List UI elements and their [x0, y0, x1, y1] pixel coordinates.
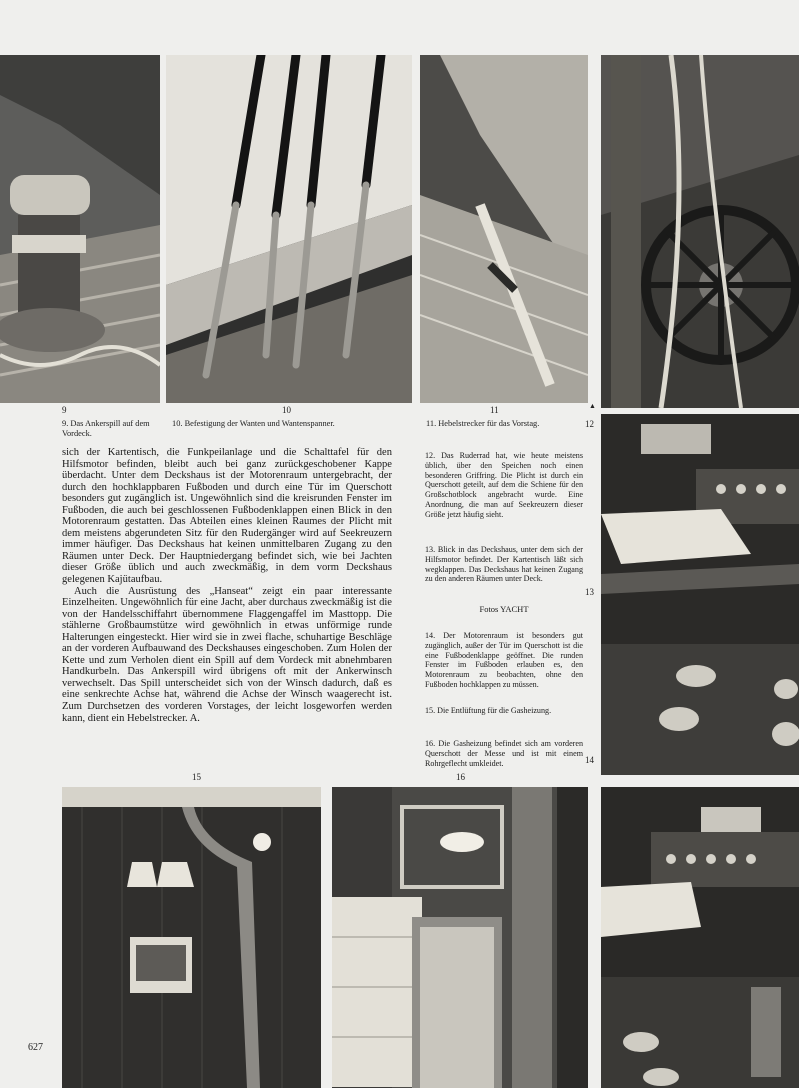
caption-14-text: 14. Der Motorenraum ist besonders gut zugänglich, außer der Tür im Querschott ist die eine Fußbodenklappe geöffnet. Die runden Fenster im Fußboden erlauben es, den Motorenraum zu beobachten, ohne den Fußboden hochklappen zu müssen.: [425, 631, 583, 689]
caption-11: 11. Hebelstrecker für das Vorstag.: [426, 419, 540, 428]
photo-12-steering-wheel: [601, 55, 799, 408]
article-body: [62, 447, 392, 724]
photo-number-16: 16: [456, 772, 465, 782]
photo-9-anchor-capstan: [0, 55, 160, 403]
photo-number-15: 15: [192, 772, 201, 782]
caption-12: [425, 451, 583, 520]
photo-number-13: 13: [585, 587, 594, 597]
photo-13-deckhouse: [601, 414, 799, 775]
photo-credit: Fotos YACHT: [479, 604, 529, 614]
photo-number-10: 10: [282, 405, 291, 415]
body-paragraph: sich der Kartentisch, die Funkpeilanlage und die Schalttafel für den Hilfsmotor befinden, bleibt auch bei ganz zurückgeschobener Kappe überdacht. Unter dem Deckshaus ist der Motorenraum untergebracht, der durch den hochklappbaren Fußboden und durch eine Tür im Querschott besonders gut zugänglich ist. Ungewöhnlich sind die kreisrunden Fenster im Fußboden, die auch bei geschlossenen Fußbodenklappen einen Blick in den Motorenraum gestatten. Das Abteilen eines kleinen Raumes der Plicht mit dem meistens abgerundeten Sitz für den Rudergänger wird auf Seekreuzern immer häufiger. Das Deckshaus hat keinen unmittelbaren Zugang zu den Räumen unter Deck. Der Hauptniedergang befindet sich, wie bei Jachten dieser Größe üblich und auch zweckmäßig, in dem vorm Deckshaus gelegenen Kajütaufbau.: [62, 447, 392, 586]
caption-16: [425, 739, 583, 768]
caption-14: [425, 631, 583, 690]
photo-15-heater-vent: [62, 787, 321, 1088]
photo-16-gas-heater: [332, 787, 588, 1088]
body-paragraph: Auch die Ausrüstung des „Hanseat“ zeigt ein paar interessante Einzelheiten. Ungewöhnlich für eine Jacht, aber durchaus zweckmäßig ist die von der Handelsschiffahrt übernommene Flaggengaffel im Masttopp. Die stählerne Großbaumstütze wird gewöhnlich in etwas unförmige runde Halterungen eingesteckt. Hier wird sie in zwei flache, schuhartige Beschläge an der vorderen Aufbauwand des Deckshauses eingeschoben. Zum Holen der Kette und zum Verholen dient ein Spill auf dem Vordeck mit abnehmbaren Handkurbeln. Das Ankerspill wird übrigens oft mit der Ankerwinsch verwechselt. Das Spill unterscheidet sich von der Winsch dadurch, daß es eine senkrechte Achse hat, während die Achse der Winsch waagerecht ist. Zum Durchsetzen des vorderen Vorstages, der leicht losgeworfen werden kann, dient ein Hebelstrecker. A.: [62, 585, 392, 724]
photo-11-lever-tensioner: [420, 55, 588, 403]
caption-15: [425, 706, 583, 716]
photo-number-9: 9: [62, 405, 67, 415]
photo-14-engine-room: [601, 787, 799, 1088]
photo-number-14: 14: [585, 755, 594, 765]
photo-number-11: 11: [490, 405, 499, 415]
caption-9: 9. Das Ankerspill auf dem Vordeck.: [62, 419, 150, 438]
caption-10: 10. Befestigung der Wanten und Wantenspanner.: [172, 419, 335, 428]
photo-10-shrouds-turnbuckles: [166, 55, 412, 403]
caption-13-text: 13. Blick in das Deckshaus, unter dem sich der Hilfsmotor befindet. Der Kartentisch läßt sich wegklappen. Das Deckshaus hat keinen Zugang zu den anderen Räumen unter Deck.: [425, 545, 583, 584]
page-number: 627: [28, 1042, 43, 1053]
marker-arrow-icon: ▲: [589, 402, 596, 410]
caption-16-text: 16. Die Gasheizung befindet sich am vorderen Querschott der Messe und ist mit einem Rohrgeflecht umkleidet.: [425, 739, 583, 768]
caption-15-text: 15. Die Entlüftung für die Gasheizung.: [425, 706, 552, 715]
photo-number-12: 12: [585, 419, 594, 429]
caption-13: [425, 545, 583, 584]
caption-12-text: 12. Das Ruderrad hat, wie heute meistens üblich, über den Speichen noch einen besonderen Griffring. Die Plicht ist durch ein Querschott geteilt, auf dem die Schiene für den Großschotblock angebracht wurde. Eine Anordnung, die man auf Seekreuzern dieser Größe jetzt häufig sieht.: [425, 451, 583, 519]
